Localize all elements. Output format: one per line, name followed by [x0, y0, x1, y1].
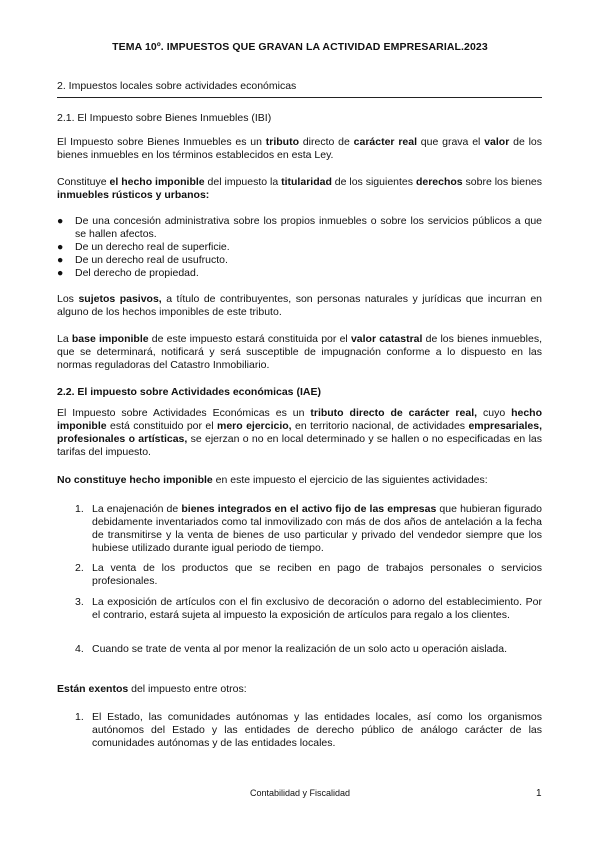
document-page: TEMA 10º. IMPUESTOS QUE GRAVAN LA ACTIVIDAD EMPRESARIAL.2023 2. Impuestos locales sobre actividades económicas 2.1. El Impuesto sobre Bienes Inmuebles (IBI) El Impuesto sobre Bienes Inmuebles es un tributo directo de carácter real que grava el valor de los bienes inmuebles en los términos establecidos en esta Ley. Constituye el hecho imponible del impuesto la titularidad de los siguientes derechos sobre los bienes inmuebles rústicos y urbanos: ● De una concesión administrativa sobre los propios inmuebles o sobre los servicios públicos a que se hallen afectos. ● De un derecho real de superficie. ● De un derecho real de usufructo. ● Del derecho de propiedad. Los sujetos pasivos, a título de contribuyentes, son personas naturales y jurídicas que incurran en alguno de los hechos imponibles de este tributo. La base imponible de este impuesto estará constituida por el valor catastral de los bienes inmuebles, que se determinará, notificará y será susceptible de impugnación conforme a lo dispuesto en las normas reguladoras del Catastro Inmobiliario. 2.2. El impuesto sobre Actividades económicas (IAE) El Impuesto sobre Actividades Económicas es un tributo directo de carácter real, cuyo hecho imponible está constituido por el mero ejercicio, en territorio nacional, de actividades empresariales, profesionales o artísticas, se ejerzan o no en local determinado y se hallen o no especificadas en las tarifas del impuesto. No constituye hecho imponible en este impuesto el ejercicio de las siguientes actividades: 1. La enajenación de bienes integrados en el activo fijo de las empresas que hubieran figurado debidamente inventariados como tal inmovilizado con más de dos años de antelación a la fecha de transmitirse y la venta de bienes de uso particular y privado del vendedor siempre que los hubiese utilizado durante igual periodo de tiempo. 2. La venta de los productos que se reciben en pago de trabajos personales o servicios profesionales. 3. La exposición de artículos con el fin exclusivo de decoración o adorno del establecimiento. Por el contrario, estará sujeta al impuesto la exposición de artículos para regalo a los clientes. 4. Cuando se trate de venta al por menor la realización de un solo acto u operación aislada. Están exentos del impuesto entre otros: 1. El Estado, las comunidades autónomas y las entidades locales, así como los organismos autónomos del Estado y las entidades de derecho público de análogo carácter de las comunidades autónomas y de las entidades locales. Contabilidad y Fiscalidad 1: [0, 0, 600, 848]
ibi-paragraph-sujetos-pasivos: Los sujetos pasivos, a título de contribuyentes, son personas naturales y jurídicas que incurran en alguno de los hechos imponibles de este tributo.: [57, 293, 542, 318]
ibi-paragraph-hecho-imponible: Constituye el hecho imponible del impuesto la titularidad de los siguientes derechos sobre los bienes inmuebles rústicos y urbanos:: [57, 176, 543, 201]
ibi-subheading: 2.1. El Impuesto sobre Bienes Inmuebles (IBI): [57, 112, 272, 124]
bullet-icon: ●: [57, 254, 64, 266]
page-number: 1: [536, 788, 542, 799]
iae-paragraph-definition: El Impuesto sobre Actividades Económicas es un tributo directo de carácter real, cuyo hecho imponible está constituido por el mero ejercicio, en territorio nacional, de actividades empresariales, profesionales o artísticas, se ejerzan o no en local determinado y se hallen o no especificadas en las tarifas del impuesto.: [57, 407, 543, 458]
iae-paragraph-no-hecho-imponible: No constituye hecho imponible en este impuesto el ejercicio de las siguientes actividades:: [57, 474, 488, 486]
section-divider: [57, 97, 542, 98]
bullet-icon: ●: [57, 241, 64, 253]
iae-subheading: 2.2. El impuesto sobre Actividades económicas (IAE): [57, 386, 321, 398]
ibi-paragraph-definition: El Impuesto sobre Bienes Inmuebles es un tributo directo de carácter real que grava el valor de los bienes inmuebles en los términos establecidos en esta Ley.: [57, 136, 543, 161]
document-title: TEMA 10º. IMPUESTOS QUE GRAVAN LA ACTIVIDAD EMPRESARIAL.2023: [112, 41, 488, 53]
iae-paragraph-exentos: Están exentos del impuesto entre otros:: [57, 683, 247, 695]
ibi-paragraph-base-imponible: La base imponible de este impuesto estará constituida por el valor catastral de los bienes inmuebles, que se determinará, notificará y será susceptible de impugnación conforme a lo dispuesto en las normas reguladoras del Catastro Inmobiliario.: [57, 333, 542, 371]
page-footer: Contabilidad y Fiscalidad: [249, 788, 351, 798]
bullet-icon: ●: [57, 215, 64, 227]
bullet-icon: ●: [57, 267, 64, 279]
section-heading: 2. Impuestos locales sobre actividades económicas: [57, 80, 297, 92]
